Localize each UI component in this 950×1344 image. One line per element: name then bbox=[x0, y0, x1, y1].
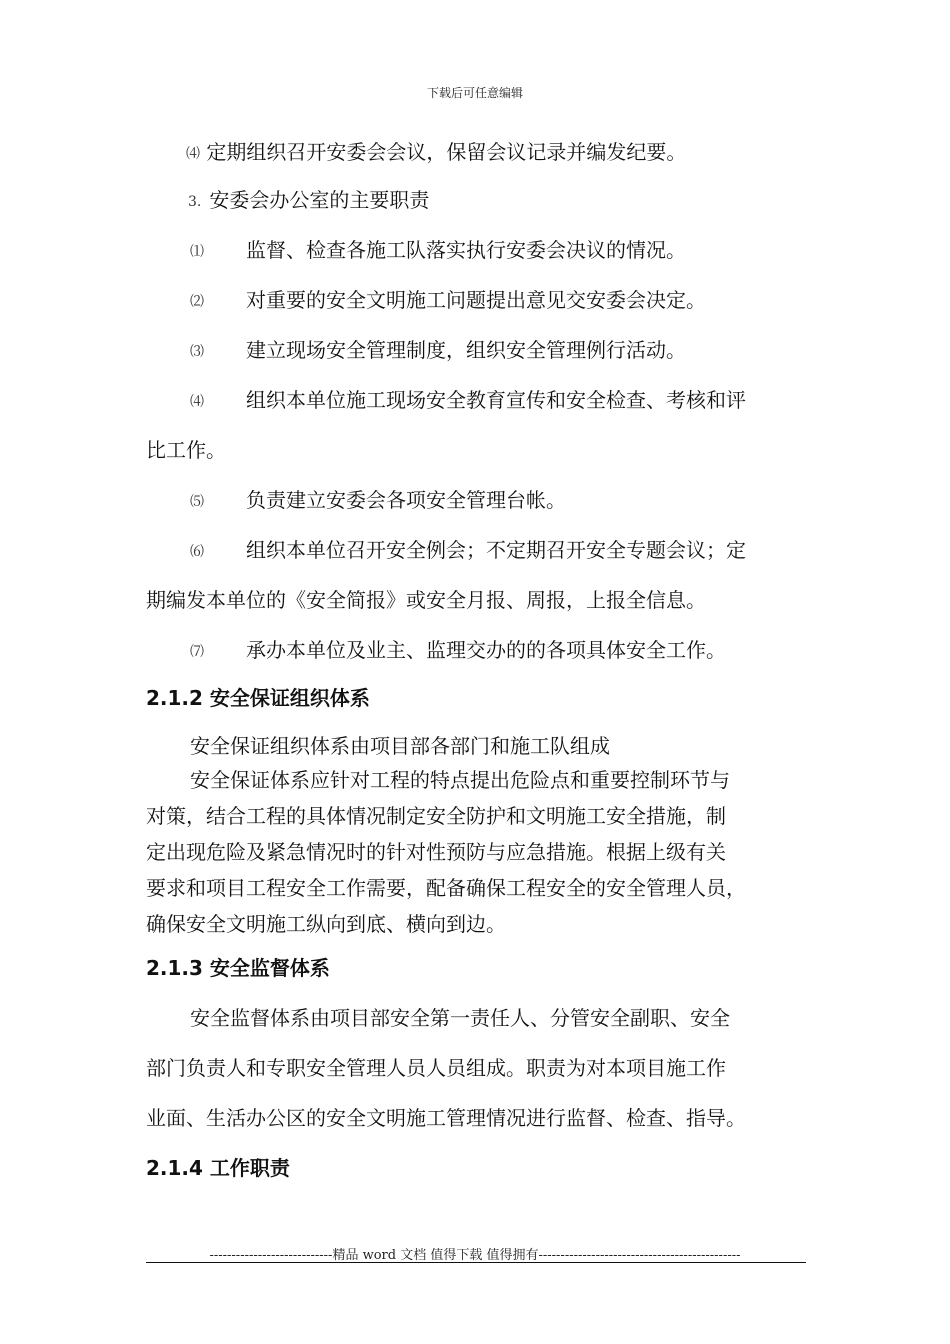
paragraph-line: 部门负责人和专职安全管理人员人员组成。职责为对本项目施工作 bbox=[146, 1056, 726, 1080]
list-item-continuation: 比工作。 bbox=[146, 438, 226, 462]
section-heading-2-1-4: 2.1.4 工作职责 bbox=[146, 1156, 290, 1180]
paragraph-line: 确保安全文明施工纵向到底、横向到边。 bbox=[146, 912, 506, 936]
item-text: 组织本单位施工现场安全教育宣传和安全检查、考核和评 bbox=[246, 388, 746, 412]
item-text: 安委会办公室的主要职责 bbox=[209, 188, 430, 212]
list-item bbox=[190, 486, 566, 516]
list-item-continuation: 期编发本单位的《安全简报》或安全月报、周报，上报全信息。 bbox=[146, 588, 706, 612]
item-number: ⑺ bbox=[190, 643, 204, 660]
paragraph-line: 定出现危险及紧急情况时的针对性预防与应急措施。根据上级有关 bbox=[146, 840, 726, 864]
footer-rule bbox=[146, 1262, 806, 1263]
page-header: 下载后可任意编辑 bbox=[426, 86, 523, 100]
list-item bbox=[190, 536, 746, 566]
item-text: 对重要的安全文明施工问题提出意见交安委会决定。 bbox=[246, 288, 706, 312]
list-item bbox=[190, 236, 686, 266]
item-number: ⑷ bbox=[186, 145, 200, 162]
paragraph-line: 安全保证体系应针对工程的特点提出危险点和重要控制环节与 bbox=[190, 768, 730, 792]
item-text: 监督、检查各施工队落实执行安委会决议的情况。 bbox=[246, 238, 686, 262]
item-number: ⑶ bbox=[190, 343, 204, 360]
item-number: ⑹ bbox=[190, 543, 204, 560]
item-text: 承办本单位及业主、监理交办的的各项具体安全工作。 bbox=[246, 638, 726, 662]
paragraph-line: 安全监督体系由项目部安全第一责任人、分管安全副职、安全 bbox=[190, 1006, 730, 1030]
section-heading-2-1-3: 2.1.3 安全监督体系 bbox=[146, 956, 330, 980]
paragraph-line: 要求和项目工程安全工作需要，配备确保工程安全的安全管理人员， bbox=[146, 876, 746, 900]
paragraph-line: 对策，结合工程的具体情况制定安全防护和文明施工安全措施，制 bbox=[146, 804, 726, 828]
item-text: 组织本单位召开安全例会；不定期召开安全专题会议；定 bbox=[246, 538, 746, 562]
item-text: 负责建立安委会各项安全管理台帐。 bbox=[246, 488, 566, 512]
list-item bbox=[190, 636, 726, 666]
list-item bbox=[190, 286, 706, 316]
item-text: 建立现场安全管理制度，组织安全管理例行活动。 bbox=[246, 338, 686, 362]
item-number: ⑴ bbox=[190, 243, 204, 260]
item-text: 定期组织召开安委会会议，保留会议记录并编发纪要。 bbox=[206, 140, 687, 164]
item-number: 3. bbox=[188, 193, 202, 210]
item-number: ⑸ bbox=[190, 493, 204, 510]
list-item bbox=[186, 138, 686, 168]
list-item bbox=[190, 386, 746, 416]
page-footer: ----------------------------精品 word 文档 值得下载 值得拥有---------------------------------------------- bbox=[209, 1248, 741, 1263]
paragraph-line: 安全保证组织体系由项目部各部门和施工队组成 bbox=[190, 734, 610, 758]
item-number: ⑵ bbox=[190, 293, 204, 310]
list-item bbox=[188, 186, 429, 216]
paragraph-line: 业面、生活办公区的安全文明施工管理情况进行监督、检查、指导。 bbox=[146, 1106, 746, 1130]
section-heading-2-1-2: 2.1.2 安全保证组织体系 bbox=[146, 686, 370, 710]
list-item bbox=[190, 336, 686, 366]
item-number: ⑷ bbox=[190, 393, 204, 410]
